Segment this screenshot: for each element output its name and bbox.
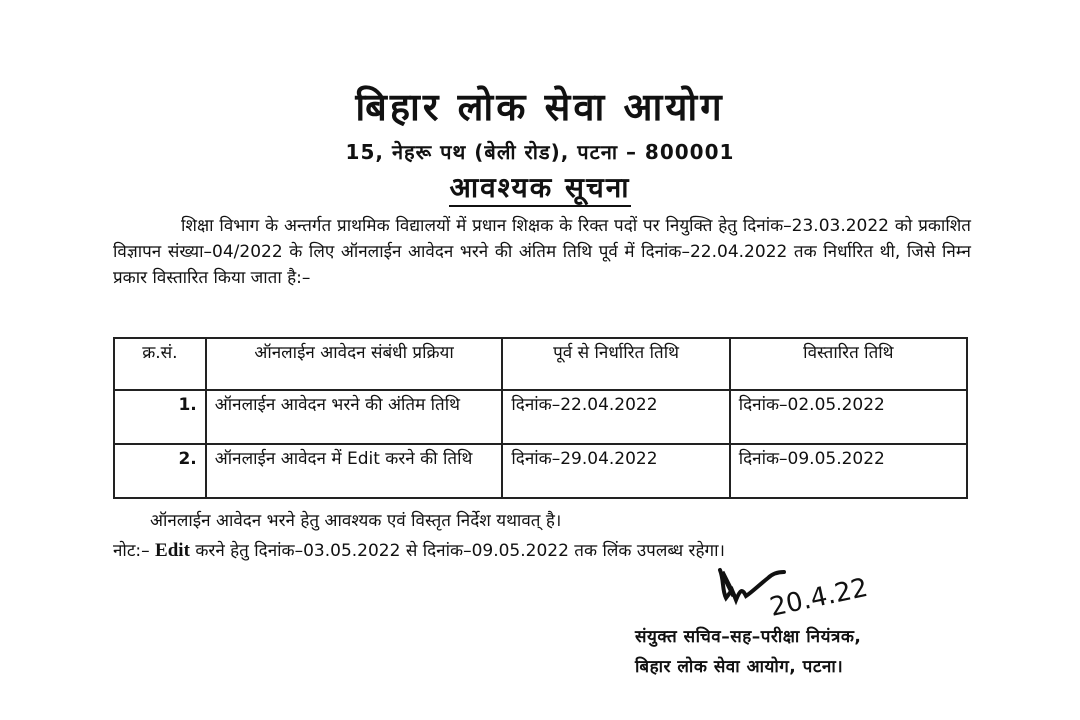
cell-serial: 1. [114,390,206,444]
notice-paragraph: शिक्षा विभाग के अन्तर्गत प्राथमिक विद्यालयों में प्रधान शिक्षक के रिक्त पदों पर नियुक्ति हेतु दिनांक–23.03.2022 को प्रकाशित विज्ञापन संख्या–04/2022 के लिए ऑनलाईन आवेदन भरने की अंतिम तिथि पूर्व में दिनांक–22.04.2022 तक निर्धारित थी, जिसे निम्न प्रकार विस्तारित किया जाता है:– [113,216,971,288]
cell-extended-date: दिनांक–09.05.2022 [730,444,967,498]
note-edit-word: Edit [155,540,190,561]
instructions-line: ऑनलाईन आवेदन भरने हेतु आवश्यक एवं विस्तृत निर्देश यथावत् है। [150,511,562,531]
signatory-organization: बिहार लोक सेवा आयोग, पटना। [635,657,844,677]
table-row [114,444,967,498]
notice-title-text: आवश्यक सूचना [449,171,630,207]
header-previous-date: पूर्व से निर्धारित तिथि [502,338,729,390]
cell-previous-date: दिनांक–22.04.2022 [502,390,729,444]
header-extended-date: विस्तारित तिथि [730,338,967,390]
note-prefix: नोट:– [113,541,150,561]
signatory-block [635,622,861,682]
cell-extended-date: दिनांक–02.05.2022 [730,390,967,444]
cell-previous-date: दिनांक–29.04.2022 [502,444,729,498]
note-text: करने हेतु दिनांक–03.05.2022 से दिनांक–09.05.2022 तक लिंक उपलब्ध रहेगा। [195,541,725,561]
organization-address: 15, नेहरू पथ (बेली रोड), पटना – 800001 [345,140,735,164]
cell-process: ऑनलाईन आवेदन भरने की अंतिम तिथि [206,390,503,444]
organization-name: बिहार लोक सेवा आयोग [355,85,725,129]
cell-process: ऑनलाईन आवेदन में Edit करने की तिथि [206,444,503,498]
signature-icon [712,560,912,630]
signature-date: 20.4.22 [767,572,871,623]
table-row [114,390,967,444]
signatory-designation: संयुक्त सचिव–सह–परीक्षा नियंत्रक, [635,627,862,647]
cell-serial: 2. [114,444,206,498]
table-header-row [114,338,967,390]
header-process: ऑनलाईन आवेदन संबंधी प्रक्रिया [206,338,503,390]
notice-title [0,170,1080,206]
header-serial: क्र.सं. [114,338,206,390]
schedule-table [113,337,968,499]
